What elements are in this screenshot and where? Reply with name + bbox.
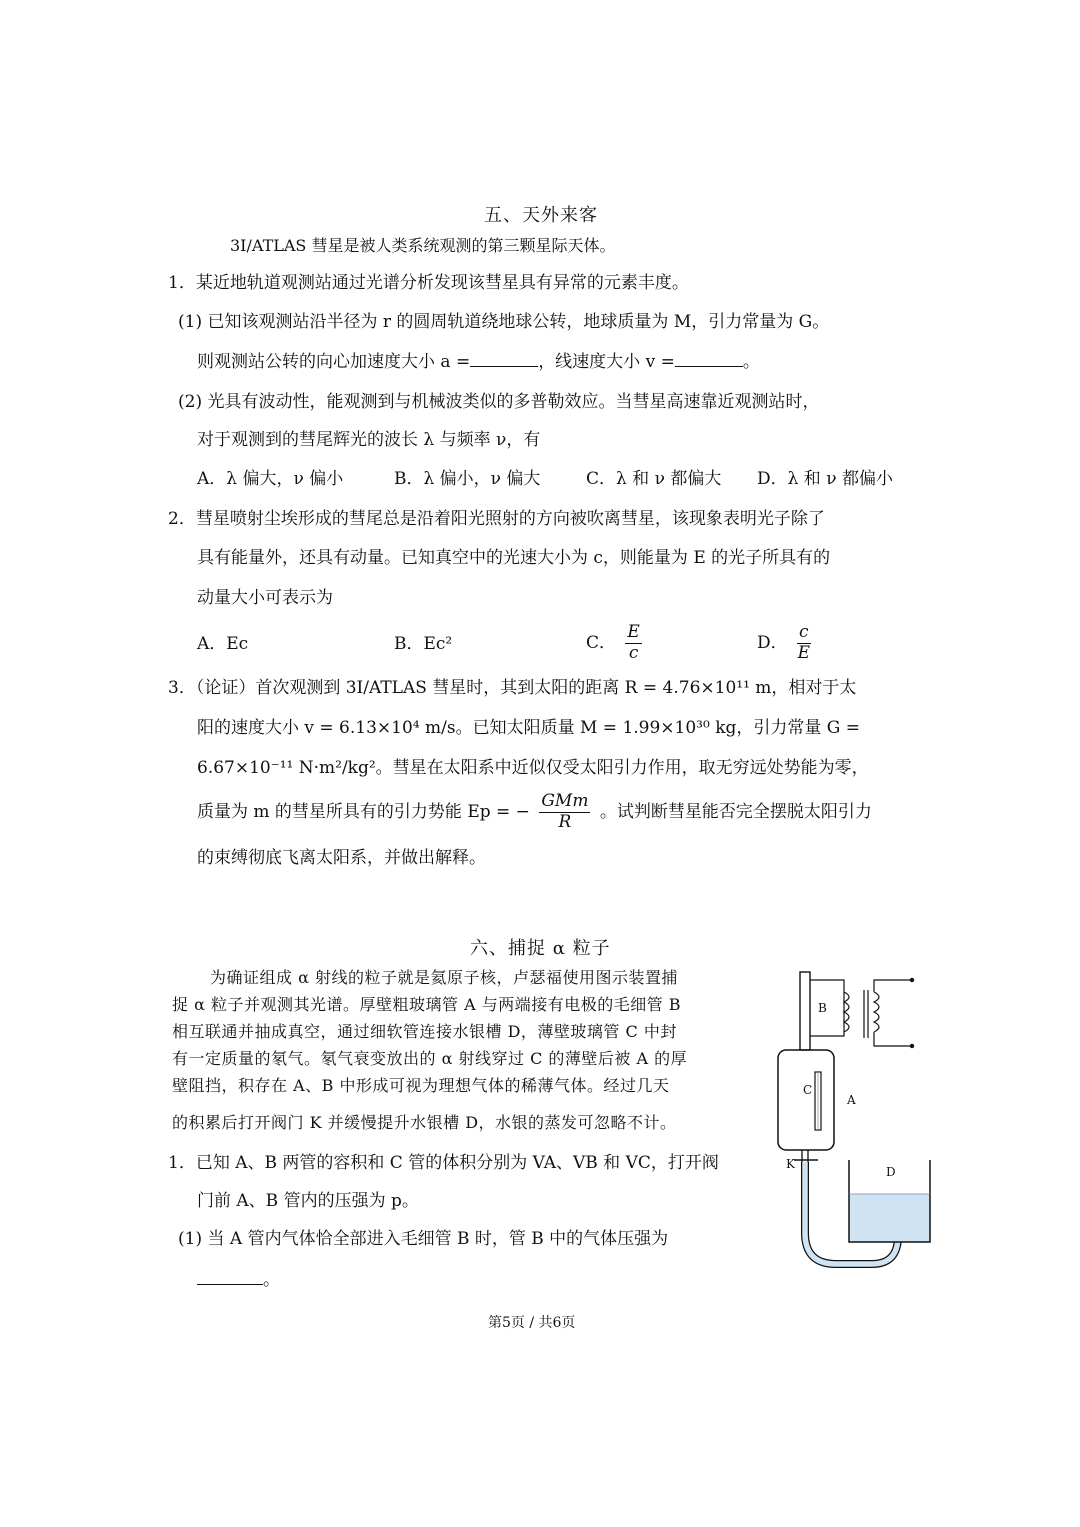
s6-q1-part1: (1) 当 A 管内气体恰全部进入毛细管 B 时，管 B 中的气体压强为 (178, 1229, 669, 1249)
apparatus-diagram (760, 968, 950, 1288)
q3-line1: 3．（论证）首次观测到 3I/ATLAS 彗星时，其到太阳的距离 R = 4.76×10¹¹ m，相对于太 (168, 678, 857, 698)
q3-line4-a: 质量为 m 的彗星所具有的引力势能 Ep = − (197, 801, 530, 822)
s6-q1-line2: 门前 A、B 管内的压强为 p。 (197, 1191, 419, 1211)
answer-blank-v[interactable] (675, 366, 743, 367)
fraction-denominator: E (797, 642, 811, 663)
q2-option-c-fraction (625, 624, 641, 663)
q1-part2-line2: 对于观测到的彗尾辉光的波长 λ 与频率 ν，有 (197, 430, 541, 450)
section6-intro-line2: 捉 α 粒子并观测其光谱。厚壁粗玻璃管 A 与两端接有电极的毛细管 B (172, 995, 682, 1014)
q2-line2: 具有能量外，还具有动量。已知真空中的光速大小为 c，则能量为 E 的光子所具有的 (197, 548, 831, 568)
page-footer: 第5页 / 共6页 (488, 1315, 576, 1331)
section5-intro: 3I/ATLAS 彗星是被人类系统观测的第三颗星际天体。 (230, 236, 616, 255)
q1-part1-line1: (1) 已知该观测站沿半径为 r 的圆周轨道绕地球公转，地球质量为 M，引力常量为 G。 (178, 312, 830, 332)
s6-q1-part1-end: 。 (263, 1270, 280, 1290)
label-D: D (886, 1165, 896, 1179)
q1-part2-line1: (2) 光具有波动性，能观测到与机械波类似的多普勒效应。当彗星高速靠近观测站时， (178, 392, 820, 412)
fraction-denominator: c (628, 642, 639, 663)
section6-intro-line5: 壁阻挡，积存在 A、B 中形成可视为理想气体的稀薄气体。经过几天 (172, 1076, 670, 1095)
q3-line2: 阳的速度大小 v = 6.13×10⁴ m/s。已知太阳质量 M = 1.99×10³⁰ kg，引力常量 G = (197, 718, 861, 738)
q2-option-d-fraction (797, 624, 811, 663)
fraction-numerator: E (627, 622, 640, 642)
q2-line1: 2．彗星喷射尘埃形成的彗尾总是沿着阳光照射的方向被吹离彗星，该现象表明光子除了 (168, 509, 825, 529)
q3-line4 (197, 793, 872, 832)
q1-part1-line2-c: 。 (742, 352, 760, 372)
q1-stem: 1．某近地轨道观测站通过光谱分析发现该彗星具有异常的元素丰度。 (168, 273, 689, 293)
label-B: B (818, 1001, 827, 1015)
label-C: C (803, 1083, 813, 1097)
answer-blank-a[interactable] (470, 366, 538, 367)
s6-q1-part1-answer (197, 1272, 280, 1289)
q2-option-c-label: C． (586, 632, 617, 653)
label-K: K (786, 1157, 795, 1171)
q1-part1-line2 (197, 354, 760, 371)
q1-part1-line2-b: ，线速度大小 v = (538, 352, 675, 372)
section6-title: 六、捕捉 α 粒子 (470, 938, 611, 959)
section6-intro-line1: 为确证组成 α 射线的粒子就是氦原子核，卢瑟福使用图示装置捕 (210, 968, 678, 987)
q1-part1-line2-a: 则观测站公转的向心加速度大小 a = (197, 352, 471, 372)
fraction-numerator: c (799, 622, 809, 642)
section5-title: 五、天外来客 (484, 205, 598, 226)
s6-q1-line1: 1．已知 A、B 两管的容积和 C 管的体积分别为 VA、VB 和 VC，打开阀 (168, 1153, 719, 1173)
q2-option-b[interactable]: B．Ec² (394, 634, 453, 654)
q2-option-c[interactable] (586, 624, 646, 663)
q1-option-a[interactable]: A．λ 偏大，ν 偏小 (197, 469, 344, 489)
label-A: A (847, 1093, 856, 1107)
potential-energy-fraction (539, 793, 590, 832)
q3-line5: 的束缚彻底飞离太阳系，并做出解释。 (197, 848, 486, 868)
q3-line3: 6.67×10⁻¹¹ N·m²/kg²。彗星在太阳系中近似仅受太阳引力作用，取无穷远处势能为零， (197, 758, 869, 778)
q1-option-c[interactable]: C．λ 和 ν 都偏大 (586, 469, 722, 489)
q2-line3: 动量大小可表示为 (197, 588, 333, 608)
fraction-denominator: R (558, 811, 572, 832)
fraction-numerator: GMm (541, 791, 589, 811)
section6-intro-line3: 相互联通并抽成真空，通过细软管连接水银槽 D，薄壁玻璃管 C 中封 (172, 1022, 677, 1041)
q3-line4-b: 。试判断彗星能否完全摆脱太阳引力 (599, 801, 872, 822)
q2-option-d[interactable] (757, 624, 815, 663)
q1-option-b[interactable]: B．λ 偏小，ν 偏大 (394, 469, 541, 489)
section6-intro-line4: 有一定质量的氡气。氡气衰变放出的 α 射线穿过 C 的薄壁后被 A 的厚 (172, 1049, 688, 1068)
q2-option-d-label: D． (757, 632, 788, 653)
q1-option-d[interactable]: D．λ 和 ν 都偏小 (757, 469, 893, 489)
answer-blank-pressure[interactable] (197, 1284, 263, 1285)
mercury-level (849, 1194, 930, 1242)
q2-option-a[interactable]: A．Ec (197, 634, 249, 654)
section6-intro-line6: 的积累后打开阀门 K 并缓慢提升水银槽 D，水银的蒸发可忽略不计。 (172, 1113, 677, 1132)
